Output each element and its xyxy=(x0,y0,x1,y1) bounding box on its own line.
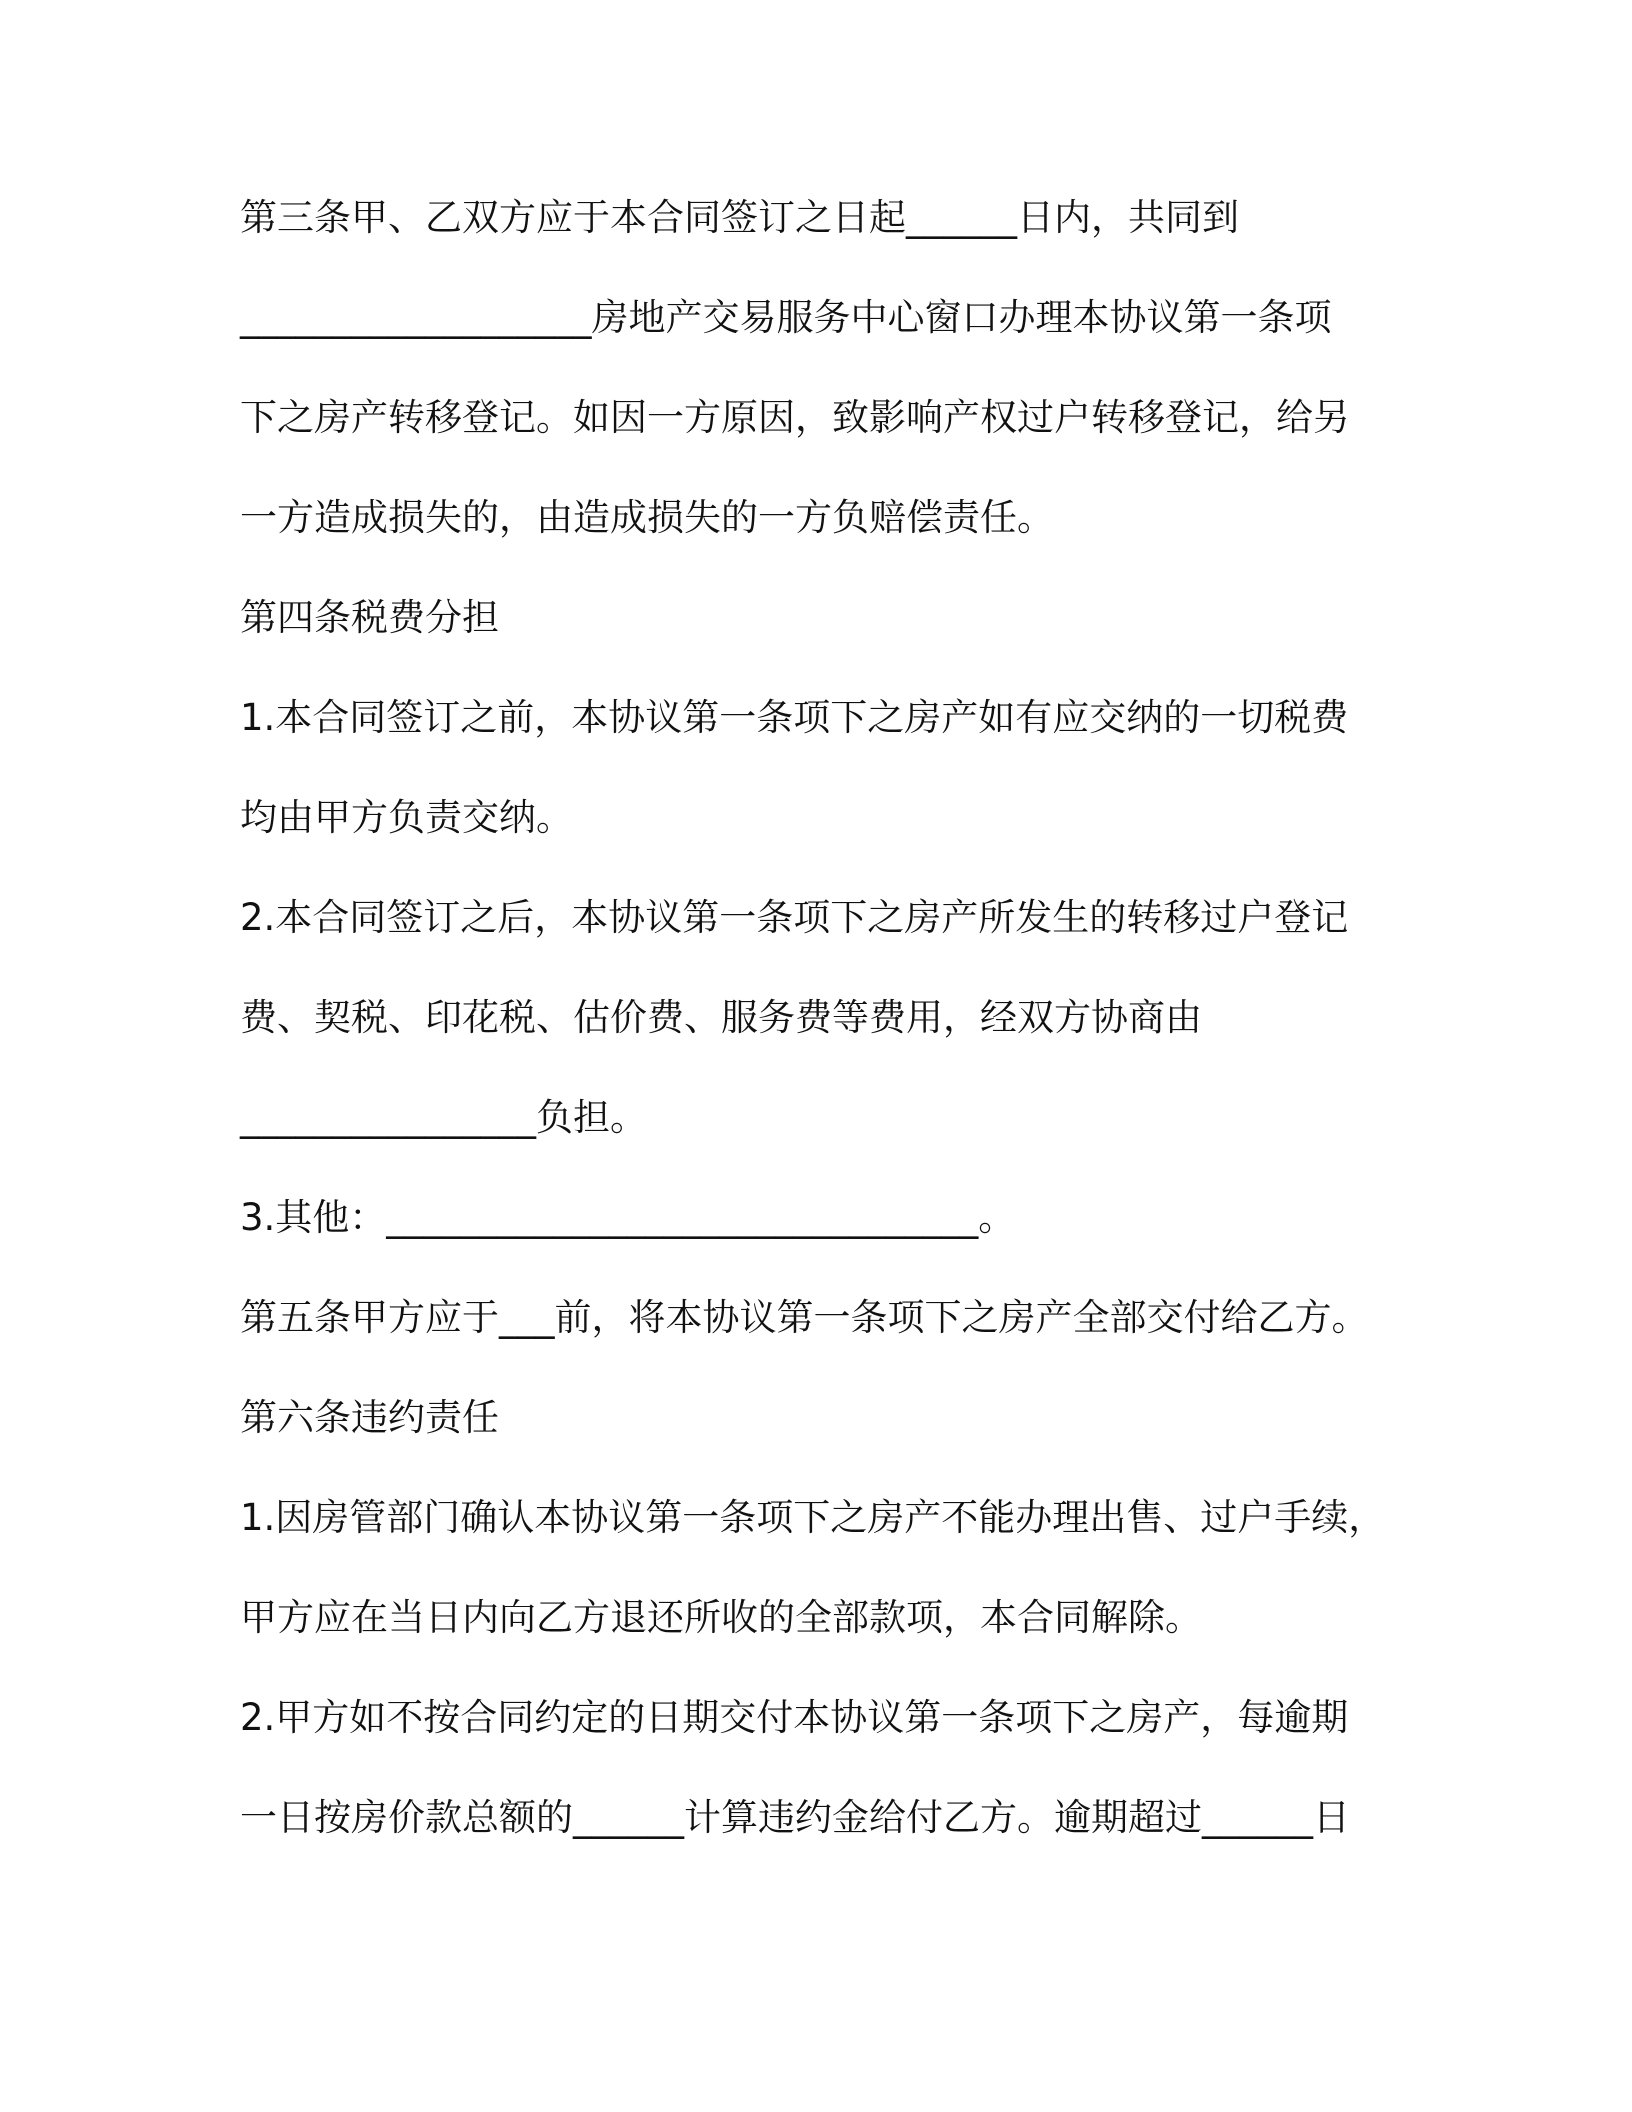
text-line: 甲方应在当日内向乙方退还所收的全部款项，本合同解除。 xyxy=(240,1596,1202,1639)
text-line: 第三条甲、乙双方应于本合同签订之日起______日内，共同到 xyxy=(240,196,1239,239)
section-heading: 第六条违约责任 xyxy=(240,1396,499,1439)
text-line: 2.甲方如不按合同约定的日期交付本协议第一条项下之房产，每逾期 xyxy=(240,1696,1349,1739)
text-line: 1.本合同签订之前，本协议第一条项下之房产如有应交纳的一切税费 xyxy=(240,696,1349,739)
text-line: 下之房产转移登记。如因一方原因，致影响产权过户转移登记，给另 xyxy=(240,396,1350,439)
text-line: 2.本合同签订之后，本协议第一条项下之房产所发生的转移过户登记 xyxy=(240,896,1349,939)
text-line: ___________________房地产交易服务中心窗口办理本协议第一条项 xyxy=(240,296,1332,339)
text-line: 一日按房价款总额的______计算违约金给付乙方。逾期超过______日 xyxy=(240,1796,1350,1839)
text-line: 费、契税、印花税、估价费、服务费等费用，经双方协商由 xyxy=(240,996,1202,1039)
text-line: 一方造成损失的，由造成损失的一方负赔偿责任。 xyxy=(240,496,1054,539)
text-line: 均由甲方负责交纳。 xyxy=(240,796,573,839)
text-line: ________________负担。 xyxy=(240,1096,647,1139)
text-line: 第五条甲方应于___前，将本协议第一条项下之房产全部交付给乙方。 xyxy=(240,1296,1369,1339)
section-heading: 第四条税费分担 xyxy=(240,596,499,639)
text-line: 3.其他：________________________________。 xyxy=(240,1196,1016,1239)
text-line: 1.因房管部门确认本协议第一条项下之房产不能办理出售、过户手续， xyxy=(240,1496,1386,1539)
